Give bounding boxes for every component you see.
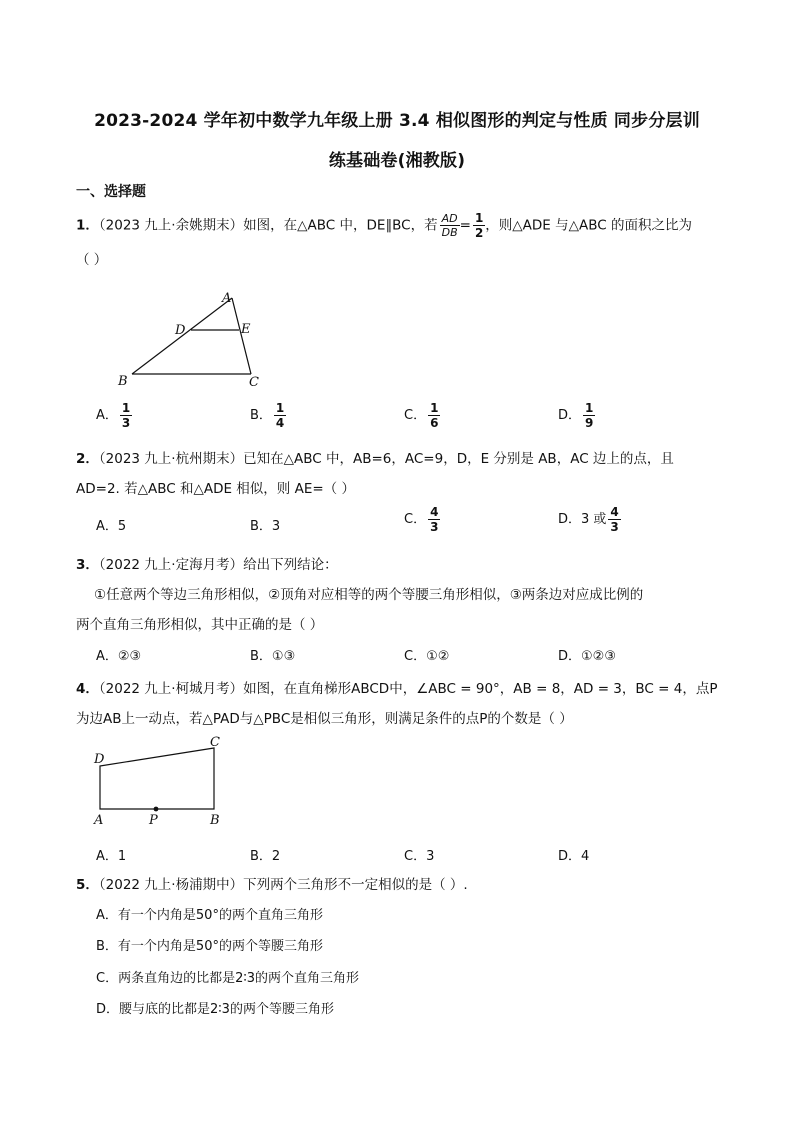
option-b: B． $\frac{1}{4}$ — [250, 401, 285, 430]
triangle-figure — [110, 286, 270, 390]
question-text: 如图，在直角梯形ABCD中，∠ABC = 90°，AB = 8，AD = 3，BC = 4，点P — [243, 681, 718, 697]
label-p: P — [149, 813, 158, 828]
equals-sign: = — [459, 217, 471, 234]
question-source: （2023 九上·杭州期末） — [98, 451, 244, 467]
question-4-cont: 为边AB上一动点，若△PAD与△PBC是相似三角形，则满足条件的点P的个数是（ ） — [76, 711, 573, 727]
question-4 — [76, 677, 717, 697]
question-number: 4． — [76, 681, 99, 697]
option-b: B．2 — [250, 849, 281, 864]
fraction-ratio: $\frac{1}{2}$ — [474, 211, 484, 240]
option-c: C． $\frac{1}{6}$ — [404, 401, 439, 430]
question-text: 已知在△ABC 中，AB=6，AC=9，D，E 分别是 AB，AC 边上的点，且 — [243, 451, 674, 467]
question-5 — [76, 873, 468, 893]
option-c: C．①② — [404, 649, 450, 664]
question-source: （2022 九上·杨浦期中） — [98, 877, 244, 893]
option-d: D．3 或 $\frac{4}{3}$ — [558, 505, 619, 534]
question-text: 下列两个三角形不一定相似的是（ ）. — [243, 877, 468, 893]
question-number: 3． — [76, 557, 99, 573]
question-3-statements: ①任意两个等边三角形相似，②顶角对应相等的两个等腰三角形相似，③两条边对应成比例的 — [94, 587, 644, 603]
question-2-cont: AD=2. 若△ABC 和△ADE 相似，则 AE=（ ） — [76, 481, 355, 497]
option-d: D．4 — [558, 849, 590, 864]
question-source: （2022 九上·柯城月考） — [98, 681, 244, 697]
question-2 — [76, 447, 674, 467]
question-number: 2． — [76, 451, 99, 467]
option-b: B．有一个内角是50°的两个等腰三角形 — [96, 939, 323, 954]
label-c: C — [249, 375, 259, 390]
label-d: D — [94, 752, 105, 767]
option-a: A．1 — [96, 849, 127, 864]
question-1 — [76, 212, 692, 239]
label-b: B — [118, 374, 128, 389]
option-a: A．有一个内角是50°的两个直角三角形 — [96, 908, 323, 923]
trapezoid-figure — [86, 734, 236, 830]
question-source: （2022 九上·定海月考） — [98, 557, 244, 573]
label-b: B — [210, 813, 220, 828]
option-c: C．两条直角边的比都是2∶3的两个直角三角形 — [96, 971, 360, 986]
option-b: B．①③ — [250, 649, 296, 664]
question-text: 给出下列结论： — [243, 557, 338, 573]
option-a: A． $\frac{1}{3}$ — [96, 401, 131, 430]
option-d: D． $\frac{1}{9}$ — [558, 401, 594, 430]
label-e: E — [241, 322, 251, 337]
option-d: D．①②③ — [558, 649, 616, 664]
option-c: C．3 — [404, 849, 435, 864]
document-title-line2: 练基础卷(湘教版) — [328, 151, 466, 171]
option-a: A．②③ — [96, 649, 142, 664]
fraction-ad-db: $\frac{AD}{DB}$ — [441, 212, 458, 239]
label-a: A — [94, 813, 104, 828]
label-c: C — [210, 735, 220, 750]
option-a: A．5 — [96, 519, 127, 534]
label-d: D — [175, 323, 186, 338]
question-number: 1． — [76, 217, 99, 234]
section-heading: 一、选择题 — [76, 184, 146, 200]
option-c: C． $\frac{4}{3}$ — [404, 505, 439, 534]
option-b: B．3 — [250, 519, 281, 534]
question-3 — [76, 553, 338, 573]
answer-blank: （ ） — [76, 252, 108, 268]
question-text-cont: ，则△ADE 与△ABC 的面积之比为 — [485, 217, 692, 234]
question-source: （2023 九上·余姚期末） — [98, 217, 244, 234]
trapezoid-abcd — [100, 748, 214, 809]
label-a: A — [222, 291, 232, 306]
question-3-cont: 两个直角三角形相似，其中正确的是（ ） — [76, 617, 324, 633]
point-p — [154, 807, 159, 812]
document-title-line1: 2023-2024 学年初中数学九年级上册 3.4 相似图形的判定与性质 同步分层训 — [94, 111, 700, 131]
option-d: D．腰与底的比都是2∶3的两个等腰三角形 — [96, 1002, 334, 1017]
question-text: 如图，在△ABC 中，DE∥BC，若 — [243, 217, 438, 234]
question-number: 5． — [76, 877, 99, 893]
